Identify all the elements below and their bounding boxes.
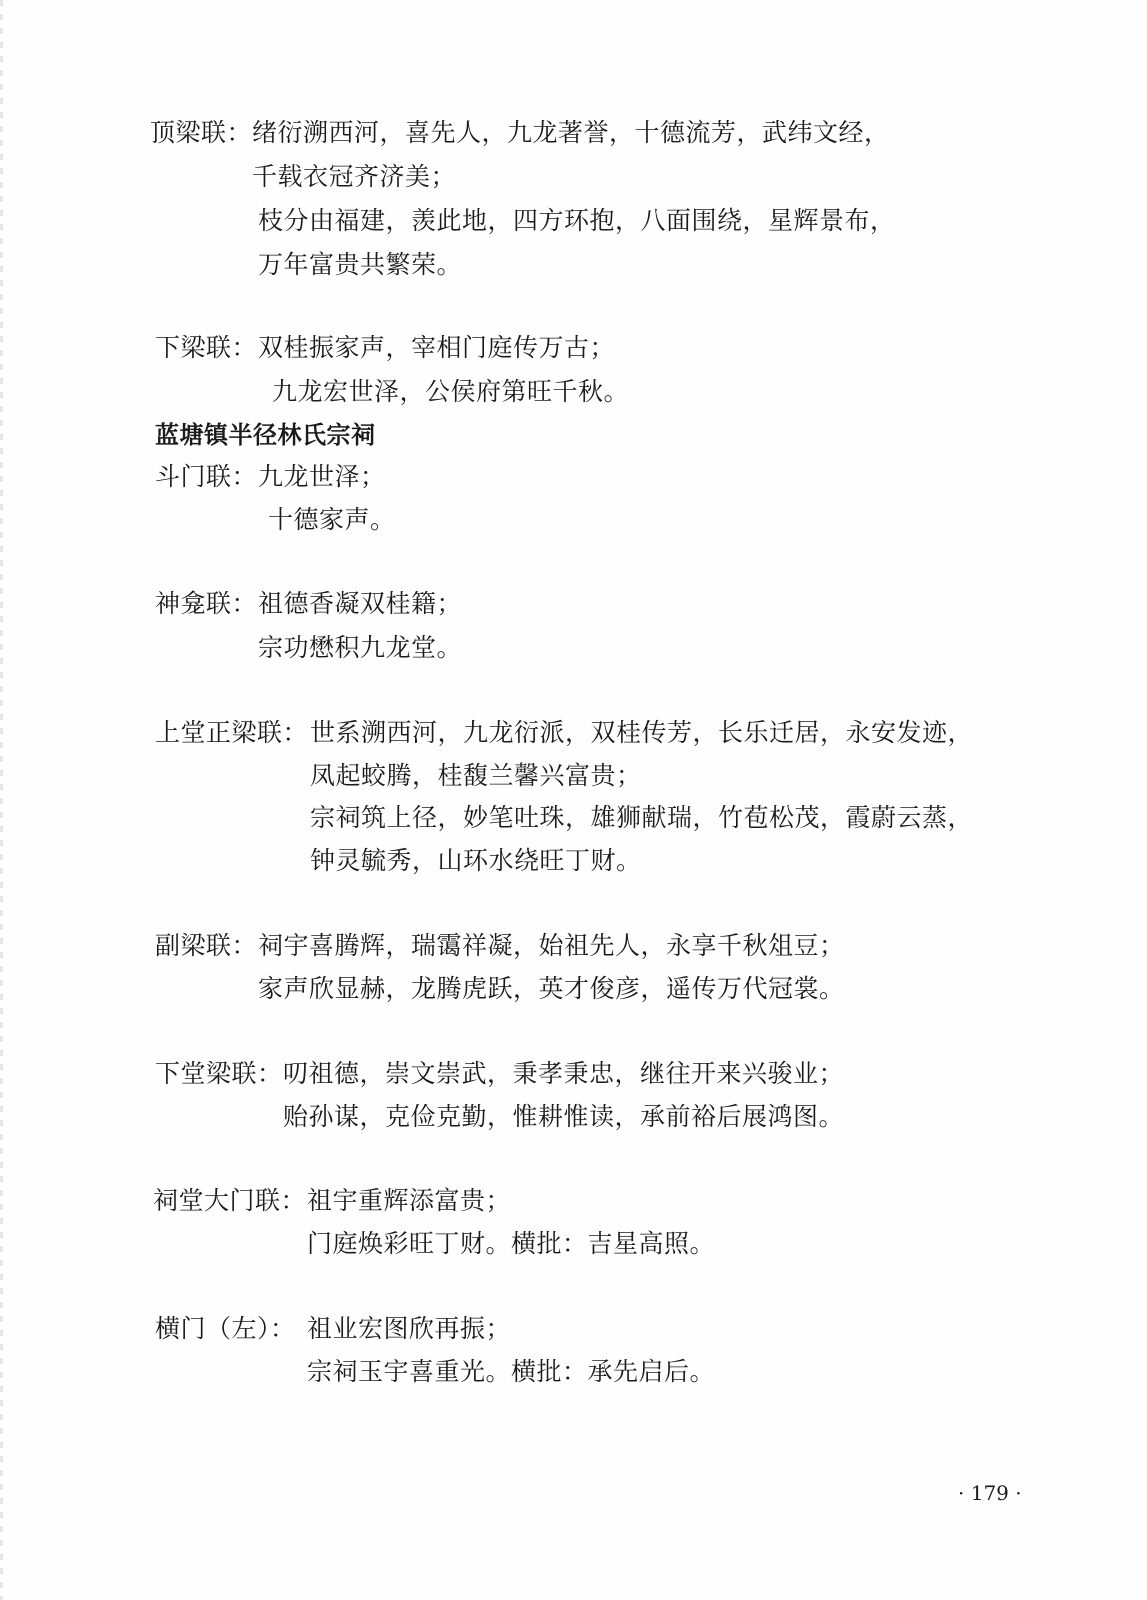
couplet-line: 千载衣冠齐济美； — [252, 162, 457, 191]
couplet-label: 祠堂大门联： — [153, 1186, 307, 1215]
couplet-label: 神龛联： — [155, 589, 258, 618]
couplet-label: 副梁联： — [155, 931, 258, 960]
couplet-label: 上堂正梁联： — [155, 718, 309, 747]
couplet-label: 下梁联： — [155, 333, 258, 362]
couplet-line: 枝分由福建，羡此地，四方环抱，八面围绕，星辉景布， — [258, 206, 896, 235]
couplet-line: 祖业宏图欣再振； — [307, 1314, 512, 1343]
couplet-line: 九龙世泽； — [258, 462, 386, 491]
section-heading: 蓝塘镇半径林氏宗祠 — [155, 421, 376, 449]
couplet-line: 祖宇重辉添富贵； — [307, 1186, 512, 1215]
page-number: · 179 · — [958, 1481, 1022, 1505]
couplet-label: 下堂梁联： — [155, 1059, 283, 1088]
couplet-line: 宗祠筑上径，妙笔吐珠，雄狮献瑞，竹苞松茂，霞蔚云蒸， — [310, 803, 974, 832]
couplet-label: 顶梁联： — [150, 118, 253, 147]
couplet-label: 横门（左）： — [155, 1314, 296, 1343]
couplet-line: 绪衍溯西河，喜先人，九龙著誉，十德流芳，武纬文经， — [252, 118, 890, 147]
couplet-line: 宗祠玉宇喜重光。横批：承先启后。 — [307, 1357, 716, 1386]
couplet-line: 叨祖德，崇文崇武，秉孝秉忠，继往开来兴骏业； — [283, 1059, 845, 1088]
page-edge — [0, 0, 3, 1600]
couplet-line: 钟灵毓秀，山环水绕旺丁财。 — [310, 846, 642, 875]
couplet-line: 家声欣显赫，龙腾虎跃，英才俊彦，遥传万代冠裳。 — [258, 974, 845, 1003]
couplet-line: 祠宇喜腾辉，瑞霭祥凝，始祖先人，永享千秋俎豆； — [258, 931, 845, 960]
couplet-line: 祖德香凝双桂籍； — [258, 589, 463, 618]
couplet-line: 世系溯西河，九龙衍派，双桂传芳，长乐迁居，永安发迹， — [310, 718, 974, 747]
couplet-label: 斗门联： — [155, 462, 258, 491]
couplet-line: 贻孙谋，克俭克勤，惟耕惟读，承前裕后展鸿图。 — [283, 1102, 845, 1131]
couplet-line: 九龙宏世泽，公侯府第旺千秋。 — [272, 377, 630, 406]
couplet-line: 门庭焕彩旺丁财。横批：吉星高照。 — [307, 1229, 716, 1258]
couplet-line: 凤起蛟腾，桂馥兰馨兴富贵； — [310, 761, 642, 790]
couplet-line: 宗功懋积九龙堂。 — [258, 633, 463, 662]
couplet-line: 万年富贵共繁荣。 — [258, 250, 463, 279]
couplet-line: 十德家声。 — [268, 505, 396, 534]
couplet-line: 双桂振家声，宰相门庭传万古； — [258, 333, 616, 362]
